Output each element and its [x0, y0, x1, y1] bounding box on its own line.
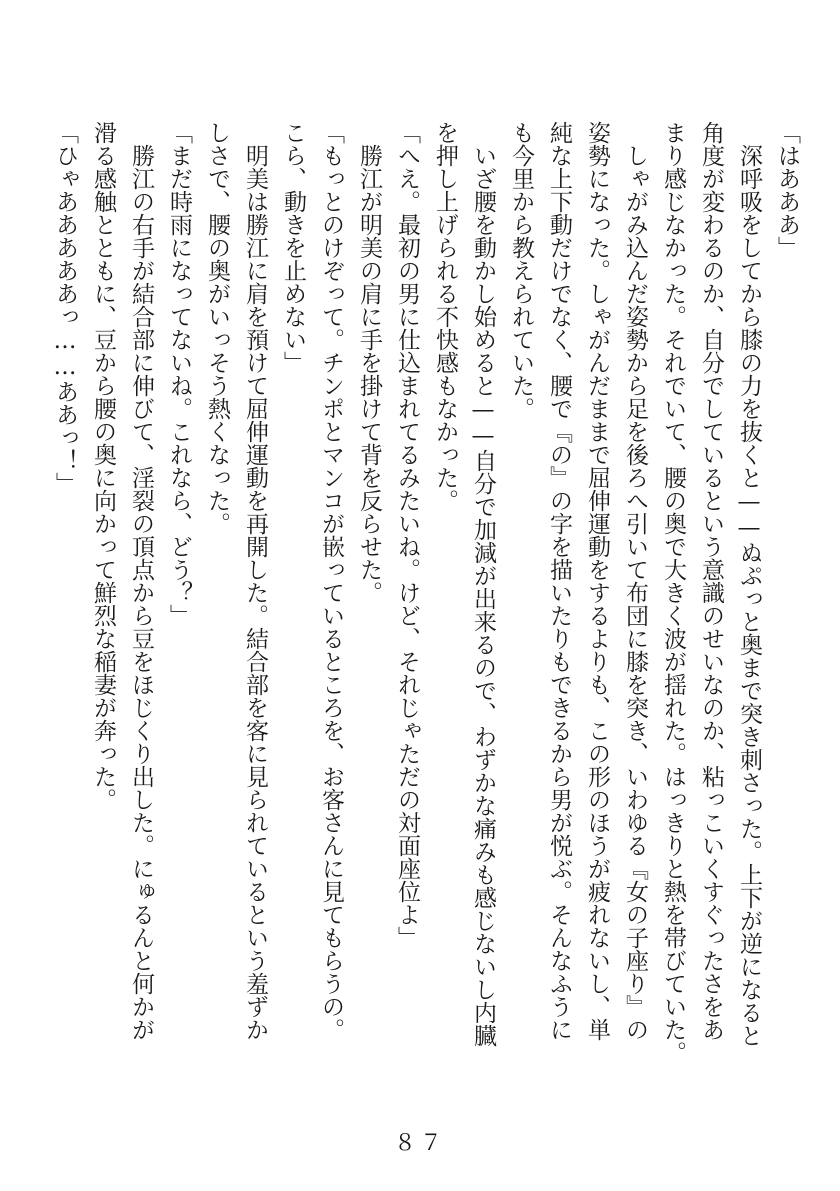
text-line: いざ腰を動かし始めると——自分で加減が出来るので、わずかな痛みも感じないし内臓: [470, 121, 496, 1047]
body-text: [46, 121, 806, 1064]
page-number: ８７: [393, 1131, 446, 1156]
text-line: こら、動きを止めない」: [280, 121, 306, 374]
text-line: しゃがみ込んだ姿勢から足を後ろへ引いて布団に膝を突き、いわゆる『女の子座り』の: [622, 121, 648, 1041]
text-line: まり感じなかった。それでいて、腰の奥で大きく波が揺れた。はっきりと熱を帯びていた。: [660, 121, 686, 1064]
text-line: 勝江が明美の肩に手を掛けて背を反らせた。: [356, 121, 382, 604]
text-line: しさで、腰の奥がいっそう熱くなった。: [204, 121, 230, 535]
text-line: 純な上下動だけでなく、腰で『の』の字を描いたりもできるから男が悦ぶ。そんなふうに: [546, 121, 572, 1041]
text-line: 明美は勝江に肩を預けて屈伸運動を再開した。結合部を客に見られているという羞ずか: [242, 121, 268, 1041]
text-line: 勝江の右手が結合部に伸びて、淫裂の頂点から豆をほじくり出した。にゅるんと何かが: [128, 121, 154, 1041]
text-line: 深呼吸をしてから膝の力を抜くと——ぬぷっと奥まで突き刺さった。上下が逆になると: [736, 121, 762, 1047]
text-line: を押し上げられる不快感もなかった。: [432, 121, 458, 512]
text-line: 「はあああ」: [774, 121, 800, 259]
text-line: 「まだ時雨になってないね。これなら、どう？」: [166, 121, 192, 627]
text-line: 「へえ。最初の男に仕込まれてるみたいね。けど、それじゃただの対面座位よ」: [394, 121, 420, 949]
text-line: 「もっとのけぞって。チンポとマンコが嵌っているところを、お客さんに見てもらうの。: [318, 121, 344, 1041]
text-line: 滑る感触とともに、豆から腰の奥に向かって鮮烈な稲妻が奔った。: [90, 121, 116, 811]
text-line: も今里から教えられていた。: [508, 121, 534, 420]
text-line: 角度が変わるのか、自分でしているという意識のせいなのか、粘っこいくすぐったさをあ: [698, 121, 724, 1041]
text-line: 「ひゃあああああっ……ああっ！」: [52, 121, 78, 495]
text-line: 姿勢になった。しゃがんだままで屈伸運動をするよりも、この形のほうが疲れないし、単: [584, 121, 610, 1041]
